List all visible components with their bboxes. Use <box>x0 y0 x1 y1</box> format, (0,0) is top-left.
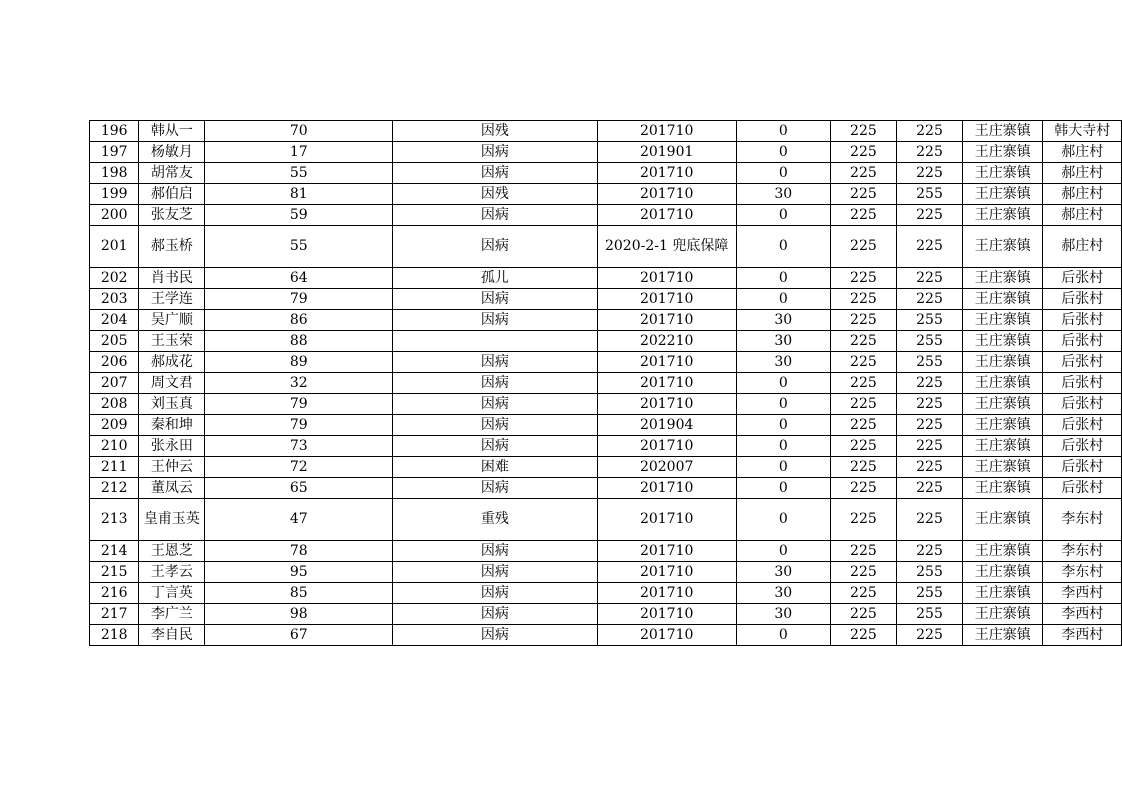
total-amount-cell: 225 <box>896 541 962 562</box>
total-amount-cell: 255 <box>896 352 962 373</box>
extra-amount-cell: 30 <box>736 310 830 331</box>
age-cell: 47 <box>205 499 393 541</box>
table-row <box>90 331 1122 352</box>
extra-amount-cell: 0 <box>736 205 830 226</box>
reason-cell <box>393 331 597 352</box>
village-cell: 郝庄村 <box>1043 205 1122 226</box>
base-amount-cell: 225 <box>830 394 896 415</box>
extra-amount-cell: 30 <box>736 583 830 604</box>
start-date-cell: 201901 <box>597 142 736 163</box>
extra-amount-cell: 0 <box>736 499 830 541</box>
reason-cell: 因病 <box>393 142 597 163</box>
table-row <box>90 541 1122 562</box>
village-cell: 李西村 <box>1043 604 1122 625</box>
table-row <box>90 121 1122 142</box>
extra-amount-cell: 0 <box>736 373 830 394</box>
row-number-cell: 198 <box>90 163 139 184</box>
total-amount-cell: 225 <box>896 205 962 226</box>
total-amount-cell: 225 <box>896 121 962 142</box>
village-cell: 后张村 <box>1043 331 1122 352</box>
village-cell: 李西村 <box>1043 583 1122 604</box>
base-amount-cell: 225 <box>830 163 896 184</box>
start-date-cell: 201710 <box>597 478 736 499</box>
town-cell: 王庄寨镇 <box>963 184 1043 205</box>
reason-cell: 因病 <box>393 394 597 415</box>
table-row <box>90 625 1122 646</box>
extra-amount-cell: 0 <box>736 142 830 163</box>
extra-amount-cell: 0 <box>736 457 830 478</box>
extra-amount-cell: 30 <box>736 184 830 205</box>
table-row <box>90 226 1122 268</box>
town-cell: 王庄寨镇 <box>963 373 1043 394</box>
person-name-cell: 肖书民 <box>139 268 205 289</box>
village-cell: 后张村 <box>1043 289 1122 310</box>
age-cell: 55 <box>205 163 393 184</box>
extra-amount-cell: 0 <box>736 289 830 310</box>
village-cell: 后张村 <box>1043 373 1122 394</box>
town-cell: 王庄寨镇 <box>963 562 1043 583</box>
age-cell: 89 <box>205 352 393 373</box>
age-cell: 72 <box>205 457 393 478</box>
total-amount-cell: 225 <box>896 394 962 415</box>
village-cell: 韩大寺村 <box>1043 121 1122 142</box>
row-number-cell: 211 <box>90 457 139 478</box>
row-number-cell: 200 <box>90 205 139 226</box>
reason-cell: 重残 <box>393 499 597 541</box>
base-amount-cell: 225 <box>830 436 896 457</box>
table-row <box>90 373 1122 394</box>
extra-amount-cell: 0 <box>736 436 830 457</box>
age-cell: 98 <box>205 604 393 625</box>
base-amount-cell: 225 <box>830 499 896 541</box>
row-number-cell: 217 <box>90 604 139 625</box>
row-number-cell: 205 <box>90 331 139 352</box>
row-number-cell: 201 <box>90 226 139 268</box>
base-amount-cell: 225 <box>830 331 896 352</box>
extra-amount-cell: 0 <box>736 625 830 646</box>
start-date-cell: 201710 <box>597 205 736 226</box>
base-amount-cell: 225 <box>830 142 896 163</box>
person-name-cell: 皇甫玉英 <box>139 499 205 541</box>
start-date-cell: 201710 <box>597 184 736 205</box>
town-cell: 王庄寨镇 <box>963 289 1043 310</box>
table-row <box>90 310 1122 331</box>
start-date-cell: 201710 <box>597 268 736 289</box>
reason-cell: 因残 <box>393 184 597 205</box>
base-amount-cell: 225 <box>830 373 896 394</box>
village-cell: 李西村 <box>1043 625 1122 646</box>
base-amount-cell: 225 <box>830 457 896 478</box>
town-cell: 王庄寨镇 <box>963 394 1043 415</box>
row-number-cell: 207 <box>90 373 139 394</box>
total-amount-cell: 255 <box>896 562 962 583</box>
roster-table <box>89 120 1122 646</box>
reason-cell: 因病 <box>393 562 597 583</box>
row-number-cell: 218 <box>90 625 139 646</box>
start-date-cell: 201710 <box>597 583 736 604</box>
start-date-cell: 201710 <box>597 373 736 394</box>
person-name-cell: 秦和坤 <box>139 415 205 436</box>
start-date-cell: 201710 <box>597 562 736 583</box>
town-cell: 王庄寨镇 <box>963 583 1043 604</box>
base-amount-cell: 225 <box>830 289 896 310</box>
age-cell: 59 <box>205 205 393 226</box>
base-amount-cell: 225 <box>830 415 896 436</box>
age-cell: 78 <box>205 541 393 562</box>
town-cell: 王庄寨镇 <box>963 142 1043 163</box>
table-row <box>90 394 1122 415</box>
person-name-cell: 李自民 <box>139 625 205 646</box>
age-cell: 70 <box>205 121 393 142</box>
roster-body <box>90 121 1122 646</box>
table-row <box>90 478 1122 499</box>
table-row <box>90 163 1122 184</box>
town-cell: 王庄寨镇 <box>963 352 1043 373</box>
reason-cell: 因病 <box>393 163 597 184</box>
extra-amount-cell: 30 <box>736 331 830 352</box>
row-number-cell: 214 <box>90 541 139 562</box>
total-amount-cell: 255 <box>896 184 962 205</box>
person-name-cell: 张永田 <box>139 436 205 457</box>
extra-amount-cell: 0 <box>736 121 830 142</box>
town-cell: 王庄寨镇 <box>963 478 1043 499</box>
start-date-cell: 201710 <box>597 352 736 373</box>
extra-amount-cell: 30 <box>736 604 830 625</box>
total-amount-cell: 255 <box>896 310 962 331</box>
total-amount-cell: 225 <box>896 457 962 478</box>
village-cell: 后张村 <box>1043 436 1122 457</box>
row-number-cell: 204 <box>90 310 139 331</box>
start-date-cell: 201710 <box>597 436 736 457</box>
extra-amount-cell: 0 <box>736 415 830 436</box>
row-number-cell: 213 <box>90 499 139 541</box>
table-row <box>90 604 1122 625</box>
person-name-cell: 刘玉真 <box>139 394 205 415</box>
table-row <box>90 499 1122 541</box>
reason-cell: 因病 <box>393 436 597 457</box>
total-amount-cell: 255 <box>896 331 962 352</box>
town-cell: 王庄寨镇 <box>963 436 1043 457</box>
base-amount-cell: 225 <box>830 541 896 562</box>
base-amount-cell: 225 <box>830 352 896 373</box>
person-name-cell: 吴广顺 <box>139 310 205 331</box>
base-amount-cell: 225 <box>830 583 896 604</box>
total-amount-cell: 225 <box>896 289 962 310</box>
start-date-cell: 201710 <box>597 121 736 142</box>
table-row <box>90 352 1122 373</box>
start-date-cell: 201710 <box>597 499 736 541</box>
base-amount-cell: 225 <box>830 226 896 268</box>
base-amount-cell: 225 <box>830 268 896 289</box>
reason-cell: 因病 <box>393 310 597 331</box>
person-name-cell: 丁言英 <box>139 583 205 604</box>
table-row <box>90 457 1122 478</box>
total-amount-cell: 225 <box>896 268 962 289</box>
start-date-cell: 202007 <box>597 457 736 478</box>
town-cell: 王庄寨镇 <box>963 331 1043 352</box>
table-row <box>90 289 1122 310</box>
town-cell: 王庄寨镇 <box>963 604 1043 625</box>
person-name-cell: 王孝云 <box>139 562 205 583</box>
person-name-cell: 王学连 <box>139 289 205 310</box>
start-date-cell: 201904 <box>597 415 736 436</box>
start-date-cell: 201710 <box>597 394 736 415</box>
row-number-cell: 197 <box>90 142 139 163</box>
table-row <box>90 142 1122 163</box>
reason-cell: 因病 <box>393 373 597 394</box>
person-name-cell: 李广兰 <box>139 604 205 625</box>
start-date-cell: 201710 <box>597 163 736 184</box>
total-amount-cell: 225 <box>896 499 962 541</box>
village-cell: 后张村 <box>1043 310 1122 331</box>
reason-cell: 因病 <box>393 226 597 268</box>
age-cell: 88 <box>205 331 393 352</box>
age-cell: 67 <box>205 625 393 646</box>
town-cell: 王庄寨镇 <box>963 541 1043 562</box>
village-cell: 郝庄村 <box>1043 163 1122 184</box>
person-name-cell: 王恩芝 <box>139 541 205 562</box>
table-row <box>90 562 1122 583</box>
extra-amount-cell: 0 <box>736 268 830 289</box>
reason-cell: 困难 <box>393 457 597 478</box>
base-amount-cell: 225 <box>830 121 896 142</box>
person-name-cell: 韩从一 <box>139 121 205 142</box>
town-cell: 王庄寨镇 <box>963 121 1043 142</box>
row-number-cell: 196 <box>90 121 139 142</box>
village-cell: 后张村 <box>1043 268 1122 289</box>
village-cell: 后张村 <box>1043 415 1122 436</box>
person-name-cell: 郝伯启 <box>139 184 205 205</box>
person-name-cell: 胡常友 <box>139 163 205 184</box>
village-cell: 郝庄村 <box>1043 226 1122 268</box>
table-row <box>90 415 1122 436</box>
row-number-cell: 208 <box>90 394 139 415</box>
extra-amount-cell: 0 <box>736 541 830 562</box>
start-date-cell: 201710 <box>597 289 736 310</box>
extra-amount-cell: 0 <box>736 163 830 184</box>
total-amount-cell: 225 <box>896 142 962 163</box>
row-number-cell: 206 <box>90 352 139 373</box>
base-amount-cell: 225 <box>830 562 896 583</box>
total-amount-cell: 255 <box>896 583 962 604</box>
age-cell: 79 <box>205 415 393 436</box>
total-amount-cell: 225 <box>896 373 962 394</box>
reason-cell: 孤儿 <box>393 268 597 289</box>
total-amount-cell: 225 <box>896 478 962 499</box>
person-name-cell: 王仲云 <box>139 457 205 478</box>
person-name-cell: 郝玉桥 <box>139 226 205 268</box>
extra-amount-cell: 30 <box>736 352 830 373</box>
start-date-cell: 201710 <box>597 604 736 625</box>
age-cell: 32 <box>205 373 393 394</box>
total-amount-cell: 225 <box>896 415 962 436</box>
town-cell: 王庄寨镇 <box>963 226 1043 268</box>
age-cell: 95 <box>205 562 393 583</box>
age-cell: 65 <box>205 478 393 499</box>
row-number-cell: 212 <box>90 478 139 499</box>
person-name-cell: 张友芝 <box>139 205 205 226</box>
total-amount-cell: 225 <box>896 625 962 646</box>
extra-amount-cell: 0 <box>736 394 830 415</box>
person-name-cell: 杨敏月 <box>139 142 205 163</box>
village-cell: 李东村 <box>1043 541 1122 562</box>
extra-amount-cell: 30 <box>736 562 830 583</box>
base-amount-cell: 225 <box>830 310 896 331</box>
reason-cell: 因病 <box>393 604 597 625</box>
town-cell: 王庄寨镇 <box>963 499 1043 541</box>
row-number-cell: 215 <box>90 562 139 583</box>
row-number-cell: 210 <box>90 436 139 457</box>
row-number-cell: 199 <box>90 184 139 205</box>
table-row <box>90 268 1122 289</box>
town-cell: 王庄寨镇 <box>963 268 1043 289</box>
age-cell: 81 <box>205 184 393 205</box>
reason-cell: 因残 <box>393 121 597 142</box>
extra-amount-cell: 0 <box>736 226 830 268</box>
age-cell: 85 <box>205 583 393 604</box>
age-cell: 64 <box>205 268 393 289</box>
reason-cell: 因病 <box>393 625 597 646</box>
age-cell: 79 <box>205 394 393 415</box>
reason-cell: 因病 <box>393 583 597 604</box>
age-cell: 79 <box>205 289 393 310</box>
row-number-cell: 203 <box>90 289 139 310</box>
reason-cell: 因病 <box>393 289 597 310</box>
start-date-cell: 2020-2-1 兜底保障 <box>597 226 736 268</box>
row-number-cell: 209 <box>90 415 139 436</box>
village-cell: 李东村 <box>1043 562 1122 583</box>
row-number-cell: 216 <box>90 583 139 604</box>
village-cell: 后张村 <box>1043 457 1122 478</box>
start-date-cell: 201710 <box>597 310 736 331</box>
age-cell: 55 <box>205 226 393 268</box>
start-date-cell: 201710 <box>597 625 736 646</box>
total-amount-cell: 225 <box>896 226 962 268</box>
village-cell: 郝庄村 <box>1043 142 1122 163</box>
reason-cell: 因病 <box>393 205 597 226</box>
start-date-cell: 201710 <box>597 541 736 562</box>
reason-cell: 因病 <box>393 478 597 499</box>
town-cell: 王庄寨镇 <box>963 415 1043 436</box>
table-row <box>90 583 1122 604</box>
base-amount-cell: 225 <box>830 604 896 625</box>
base-amount-cell: 225 <box>830 184 896 205</box>
reason-cell: 因病 <box>393 541 597 562</box>
person-name-cell: 郝成花 <box>139 352 205 373</box>
person-name-cell: 董凤云 <box>139 478 205 499</box>
extra-amount-cell: 0 <box>736 478 830 499</box>
table-row <box>90 184 1122 205</box>
total-amount-cell: 225 <box>896 436 962 457</box>
table-row <box>90 205 1122 226</box>
start-date-cell: 202210 <box>597 331 736 352</box>
base-amount-cell: 225 <box>830 625 896 646</box>
town-cell: 王庄寨镇 <box>963 163 1043 184</box>
village-cell: 后张村 <box>1043 352 1122 373</box>
total-amount-cell: 255 <box>896 604 962 625</box>
village-cell: 郝庄村 <box>1043 184 1122 205</box>
base-amount-cell: 225 <box>830 205 896 226</box>
person-name-cell: 王玉荣 <box>139 331 205 352</box>
reason-cell: 因病 <box>393 415 597 436</box>
village-cell: 后张村 <box>1043 394 1122 415</box>
town-cell: 王庄寨镇 <box>963 205 1043 226</box>
age-cell: 86 <box>205 310 393 331</box>
person-name-cell: 周文君 <box>139 373 205 394</box>
base-amount-cell: 225 <box>830 478 896 499</box>
village-cell: 后张村 <box>1043 478 1122 499</box>
town-cell: 王庄寨镇 <box>963 310 1043 331</box>
table-row <box>90 436 1122 457</box>
village-cell: 李东村 <box>1043 499 1122 541</box>
age-cell: 73 <box>205 436 393 457</box>
reason-cell: 因病 <box>393 352 597 373</box>
town-cell: 王庄寨镇 <box>963 457 1043 478</box>
total-amount-cell: 225 <box>896 163 962 184</box>
age-cell: 17 <box>205 142 393 163</box>
town-cell: 王庄寨镇 <box>963 625 1043 646</box>
row-number-cell: 202 <box>90 268 139 289</box>
